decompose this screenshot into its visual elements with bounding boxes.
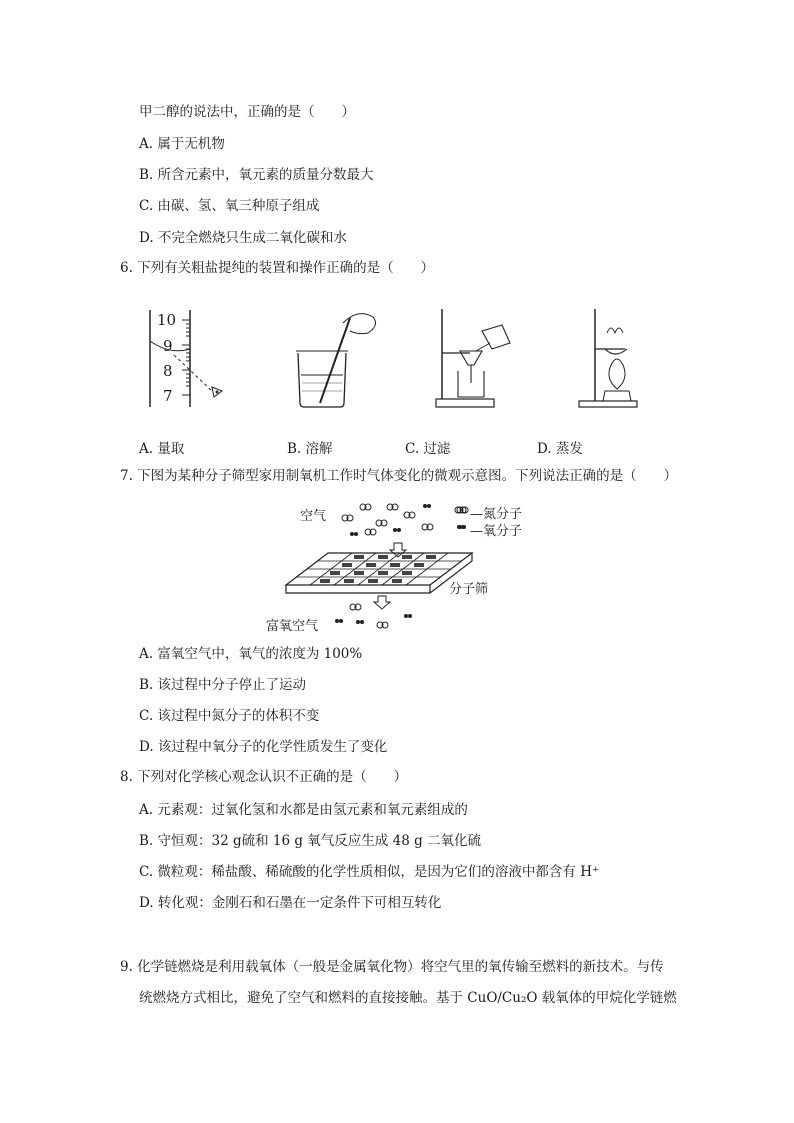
q6-option-b: B. 溶解 [287, 441, 333, 457]
q5-stem-tail: 甲二醇的说法中，正确的是（ ） [139, 104, 355, 120]
scale-tick-9: 9 [163, 337, 173, 355]
q9-line-1: 9. 化学链燃烧是利用载氧体（一般是金属氧化物）将空气里的氧传输至燃料的新技术。与传 [120, 959, 664, 975]
q7-option-d: D. 该过程中氧分子的化学性质发生了变化 [139, 739, 388, 755]
scale-tick-8: 8 [163, 362, 173, 380]
legend-o2-label: —氧分子 [470, 524, 523, 539]
q8-option-d: D. 转化观：金刚石和石墨在一定条件下可相互转化 [139, 895, 442, 911]
molecular-sieve-figure [280, 495, 480, 635]
q6-option-c: C. 过滤 [405, 441, 451, 457]
q9-line-2: 统燃烧方式相比，避免了空气和燃料的直接接触。基于 CuO/Cu₂O 载氧体的甲烷化学链燃 [139, 990, 677, 1006]
q5-option-a: A. 属于无机物 [139, 136, 225, 152]
q6-option-a: A. 量取 [139, 441, 185, 457]
q8-option-c: C. 微粒观：稀盐酸、稀硫酸的化学性质相似，是因为它们的溶液中都含有 H⁺ [139, 864, 600, 880]
q7-stem: 7. 下图为某种分子筛型家用制氧机工作时气体变化的微观示意图。下列说法正确的是（ ） [120, 468, 678, 484]
q7-option-c: C. 该过程中氮分子的体积不变 [139, 708, 320, 724]
scale-tick-10: 10 [157, 311, 177, 329]
fig-label-rich-air: 富氧空气 [266, 619, 319, 634]
q6-option-d: D. 蒸发 [537, 441, 583, 457]
q5-option-d: D. 不完全燃烧只生成二氧化碳和水 [139, 230, 347, 246]
fig-label-air: 空气 [300, 509, 327, 524]
scale-tick-7: 7 [163, 387, 173, 405]
q6-stem: 6. 下列有关粗盐提纯的装置和操作正确的是（ ） [120, 260, 435, 276]
filtration-figure [430, 303, 530, 413]
graduated-cylinder-figure [140, 305, 240, 410]
dissolving-beaker-figure [288, 303, 388, 413]
legend-n2-label: —氮分子 [470, 507, 523, 522]
legend-molecule-icons [452, 500, 472, 540]
q5-option-b: B. 所含元素中，氧元素的质量分数最大 [139, 167, 374, 183]
q8-stem: 8. 下列对化学核心观念认识不正确的是（ ） [120, 769, 408, 785]
q8-option-b: B. 守恒观：32 g硫和 16 g 氧气反应生成 48 g 二氧化硫 [139, 833, 482, 849]
q7-option-b: B. 该过程中分子停止了运动 [139, 677, 307, 693]
evaporation-figure [575, 303, 655, 413]
q8-option-a: A. 元素观：过氧化氢和水都是由氢元素和氧元素组成的 [139, 802, 468, 818]
fig-label-sieve: 分子筛 [449, 582, 489, 597]
q7-option-a: A. 富氧空气中，氧气的浓度为 100% [139, 646, 363, 662]
q5-option-c: C. 由碳、氢、氧三种原子组成 [139, 198, 320, 214]
